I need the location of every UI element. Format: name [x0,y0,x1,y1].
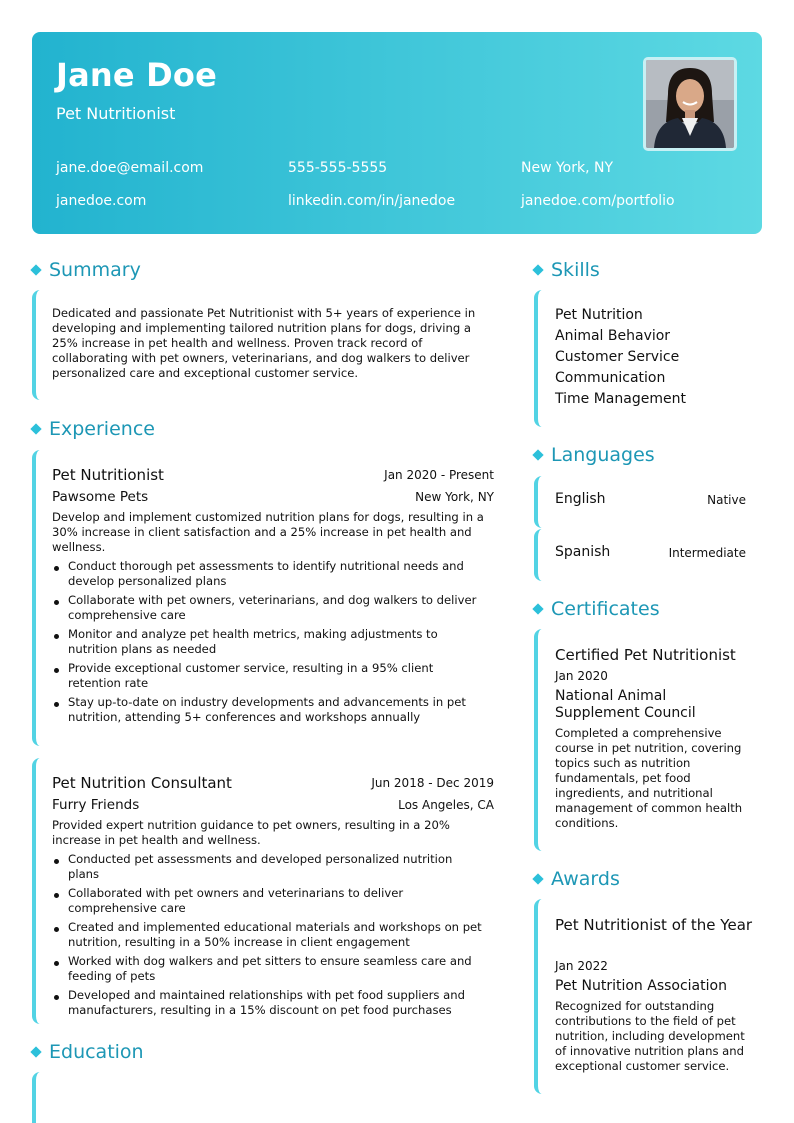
summary-heading [30,259,141,281]
award-accent-bar [534,899,546,1094]
job-1-title: Pet Nutritionist [52,466,164,484]
profile-photo [643,57,737,151]
skill-item: Communication [555,370,666,386]
skill-item: Animal Behavior [555,328,671,344]
skills-list [555,305,686,410]
phone-number: 555-555-5555 [288,160,388,176]
certificate-date: Jan 2020 [555,669,608,683]
job-2-location: Los Angeles, CA [398,798,494,812]
certificate-description: Completed a comprehensive course in pet nutrition, covering topics such as nutrition fundamentals, pet food ingredients, and nutritional management of common health conditions. [555,726,743,830]
certificate-accent-bar [534,629,546,851]
job-1-location: New York, NY [415,490,494,504]
job-2-dates: Jun 2018 - Dec 2019 [371,776,494,790]
job-2-company: Furry Friends [52,797,140,813]
awards-heading [532,868,620,890]
languages-heading [532,444,655,466]
diamond-icon [532,873,543,884]
list-item: Created and implemented educational materials and workshops on pet nutrition, resulting in a 50% increase in client engagement [52,920,482,950]
certificates-heading [532,598,660,620]
email-link[interactable]: jane.doe@email.com [56,160,204,176]
list-item: Developed and maintained relationships with pet food suppliers and manufacturers, resulting in a 15% discount on pet food purchases [52,988,482,1018]
linkedin-link[interactable]: linkedin.com/in/janedoe [288,193,456,209]
awards-heading-label: Awards [551,868,620,890]
skills-heading-label: Skills [551,259,600,281]
job-1-dates: Jan 2020 - Present [384,468,494,482]
resume-header [32,32,762,234]
job-2-title: Pet Nutrition Consultant [52,774,232,792]
award-issuer: Pet Nutrition Association [555,978,727,994]
skill-item: Pet Nutrition [555,307,643,323]
skill-item: Customer Service [555,349,680,365]
diamond-icon [532,449,543,460]
job-2-description: Provided expert nutrition guidance to pet owners, resulting in a 20% increase in pet health and wellness. [52,818,450,847]
diamond-icon [30,1046,41,1057]
list-item: Collaborate with pet owners, veterinarians, and dog walkers to deliver comprehensive care [52,593,482,623]
summary-heading-label: Summary [49,259,141,281]
skill-item: Time Management [555,391,686,407]
diamond-icon [30,264,41,275]
list-item: Conducted pet assessments and developed personalized nutrition plans [52,852,482,882]
summary-text: Dedicated and passionate Pet Nutritionist with 5+ years of experience in developing and implementing tailored nutrition plans for dogs, driving a 25% increase in pet health and wellness. Proven track record of collaborating with pet owners, veterinarians, and dog walkers to deliver personalized care and exceptional customer service. [52,306,476,380]
skills-heading [532,259,600,281]
job-1-accent-bar [32,450,44,746]
skills-accent-bar [534,290,546,427]
location: New York, NY [521,160,614,176]
diamond-icon [30,423,41,434]
languages-heading-label: Languages [551,444,655,466]
award-date: Jan 2022 [555,959,608,973]
certificate-issuer: National Animal Supplement Council [555,688,696,721]
list-item: Provide exceptional customer service, resulting in a 95% client retention rate [52,661,482,691]
education-accent-bar [32,1072,44,1123]
portfolio-link[interactable]: janedoe.com/portfolio [521,193,675,209]
job-2-accent-bar [32,758,44,1024]
language-2-accent-bar [534,529,546,581]
list-item: Monitor and analyze pet health metrics, making adjustments to nutrition plans as needed [52,627,482,657]
diamond-icon [532,603,543,614]
language-1-level: Native [707,493,746,507]
award-description: Recognized for outstanding contributions to the field of pet nutrition, including development of innovative nutrition plans and exceptional customer service. [555,999,745,1073]
job-1-bullets [52,559,482,729]
list-item: Worked with dog walkers and pet sitters to ensure seamless care and feeding of pets [52,954,482,984]
certificates-heading-label: Certificates [551,598,660,620]
list-item: Conduct thorough pet assessments to identify nutritional needs and develop personalized plans [52,559,482,589]
experience-heading [30,418,155,440]
language-2-level: Intermediate [668,546,746,560]
candidate-name: Jane Doe [56,56,217,94]
language-2-name: Spanish [555,544,611,560]
diamond-icon [532,264,543,275]
website-link[interactable]: janedoe.com [56,193,147,209]
job-2-bullets [52,852,482,1022]
summary-accent-bar [32,290,44,400]
job-1-description: Develop and implement customized nutrition plans for dogs, resulting in a 30% increase in client satisfaction and a 25% increase in pet health and wellness. [52,510,484,554]
candidate-title: Pet Nutritionist [56,104,176,123]
education-heading-label: Education [49,1041,144,1063]
award-title: Pet Nutritionist of the Year [555,916,753,934]
education-heading [30,1041,144,1063]
language-1-accent-bar [534,476,546,528]
certificate-title: Certified Pet Nutritionist [555,646,736,664]
list-item: Collaborated with pet owners and veterinarians to deliver comprehensive care [52,886,482,916]
experience-heading-label: Experience [49,418,155,440]
person-portrait-icon [646,60,734,148]
job-1-company: Pawsome Pets [52,489,149,505]
list-item: Stay up-to-date on industry developments and advancements in pet nutrition, attending 5+ conferences and workshops annually [52,695,482,725]
language-1-name: English [555,491,606,507]
